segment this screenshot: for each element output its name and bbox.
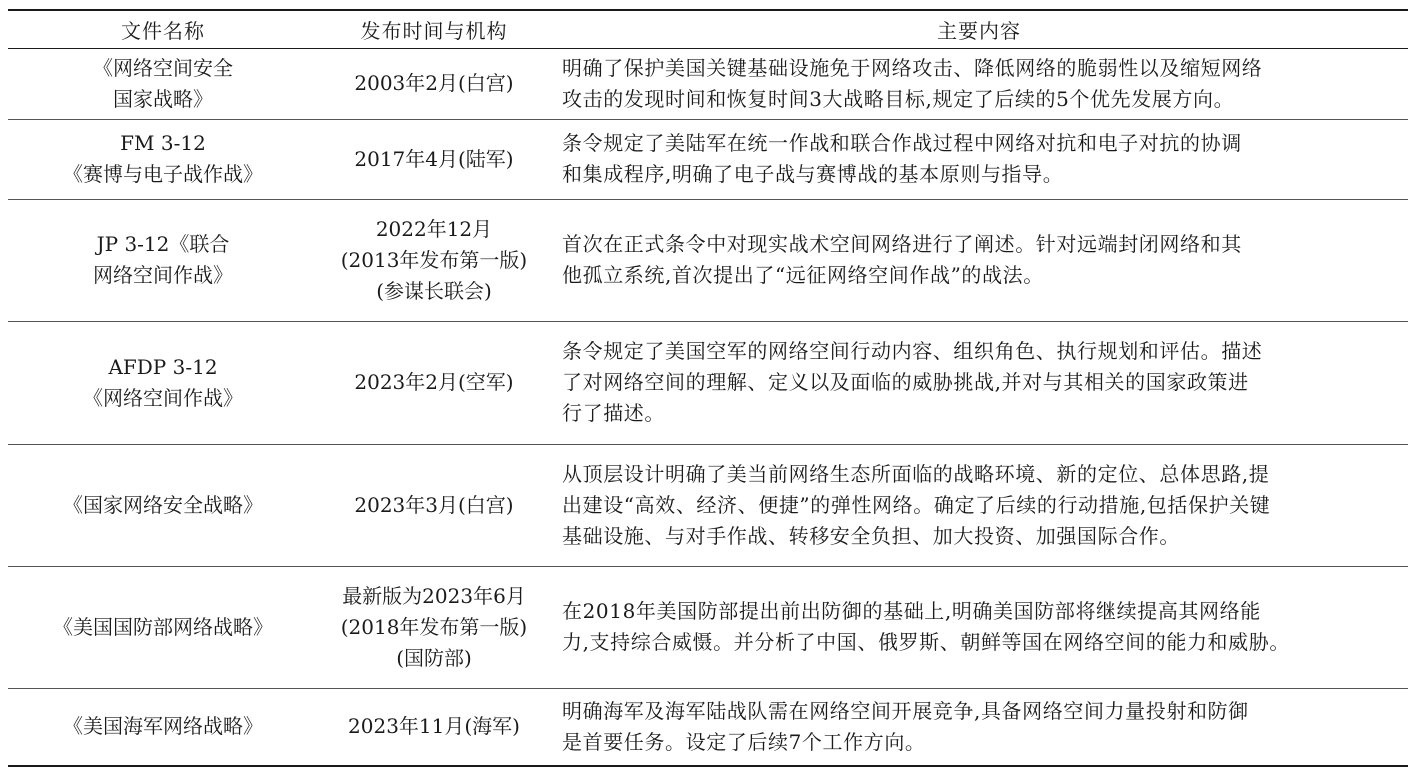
name-line: 网络空间作战》 [93,263,233,287]
content-line: 是首要任务。设定了后续7个工作方向。 [562,729,926,754]
cell-date [318,444,550,566]
content-line: 条令规定了美陆军在统一作战和联合作战过程中网络对抗和电子对抗的协调 [562,131,1242,155]
content-line: 出建设“高效、经济、便捷”的弹性网络。确定了后续的行动措施,包括保护关键 [562,492,1271,517]
table-row [8,566,1408,688]
cell-name [8,444,318,566]
content-line: 了对网络空间的理解、定义以及面临的威胁挑战,并对与其相关的国家政策进 [562,370,1249,394]
cell-name [8,321,318,444]
cell-content [550,119,1408,199]
content-line: 基础设施、与对手作战、转移安全负担、加大投资、加强国际合作。 [562,523,1180,548]
content-line: 条令规定了美国空军的网络空间行动内容、组织角色、执行规划和评估。描述 [562,339,1263,363]
content-line: 和集成程序,明确了电子战与赛博战的基本原则与指导。 [562,162,1064,186]
name-line: 国家战略》 [113,86,213,111]
cell-date [318,119,550,199]
cell-name [8,566,318,688]
content-line: 明确海军及海军陆战队需在网络空间开展竞争,具备网络空间力量投射和防御 [562,698,1249,723]
table-body [8,48,1408,766]
name-line: 《国家网络安全战略》 [63,492,263,517]
cell-content [550,48,1408,119]
date-line: (2013年发布第一版) [340,247,528,272]
cell-name [8,688,318,766]
content-line: 力,支持综合威慑。并分析了中国、俄罗斯、朝鲜等国在网络空间的能力和威胁。 [562,630,1290,654]
header-content: 主要内容 [937,18,1021,43]
content-line: 他孤立系统,首次提出了“远征网络空间作战”的战法。 [562,263,1044,287]
cell-name [8,199,318,321]
date-line: (国防部) [396,645,472,670]
content-line: 攻击的发现时间和恢复时间3大战略目标,规定了后续的5个优先发展方向。 [562,86,1235,111]
cell-date [318,321,550,444]
name-line: 《美国国防部网络战略》 [53,614,273,639]
cell-date [318,48,550,119]
table-row [8,444,1408,566]
name-line: 《网络空间安全 [93,55,233,80]
header-row [8,10,1408,48]
date-line: 最新版为2023年6月 [342,583,526,608]
table-row [8,321,1408,444]
name-line: FM 3-12 [120,131,206,155]
name-line: 《赛博与电子战作战》 [63,162,263,186]
date-line: 2003年2月(白宫) [354,71,514,95]
cell-date [318,199,550,321]
date-line: 2023年2月(空军) [354,370,514,394]
strategy-documents-table [8,9,1408,767]
cell-date [318,566,550,688]
date-line: (2018年发布第一版) [340,614,528,639]
date-line: (参谋长联会) [376,278,492,303]
cell-content [550,321,1408,444]
table-row [8,688,1408,766]
cell-content [550,566,1408,688]
content-line: 在2018年美国防部提出前出防御的基础上,明确美国防部将继续提高其网络能 [562,599,1261,623]
date-line: 2023年11月(海军) [348,714,520,739]
cell-name [8,48,318,119]
cell-content [550,688,1408,766]
date-line: 2022年12月 [375,216,493,241]
header-date: 发布时间与机构 [360,18,508,43]
date-line: 2017年4月(陆军) [354,146,514,171]
content-line: 首次在正式条令中对现实战术空间网络进行了阐述。针对远端封闭网络和其 [562,232,1242,256]
header-name: 文件名称 [121,18,205,43]
cell-content [550,444,1408,566]
cell-name [8,119,318,199]
table-header [8,10,1408,48]
table-row [8,48,1408,119]
cell-date [318,688,550,766]
content-line: 行了描述。 [562,401,665,425]
content-line: 从顶层设计明确了美当前网络生态所面临的战略环境、新的定位、总体思路,提 [562,461,1270,486]
content-line: 明确了保护美国关键基础设施免于网络攻击、降低网络的脆弱性以及缩短网络 [562,55,1263,80]
name-line: JP 3-12《联合 [96,232,230,256]
date-line: 2023年3月(白宫) [354,492,514,517]
table-row [8,199,1408,321]
cell-content [550,199,1408,321]
name-line: AFDP 3-12 [108,354,218,379]
table-row [8,119,1408,199]
name-line: 《美国海军网络战略》 [63,714,263,739]
name-line: 《网络空间作战》 [83,385,243,410]
